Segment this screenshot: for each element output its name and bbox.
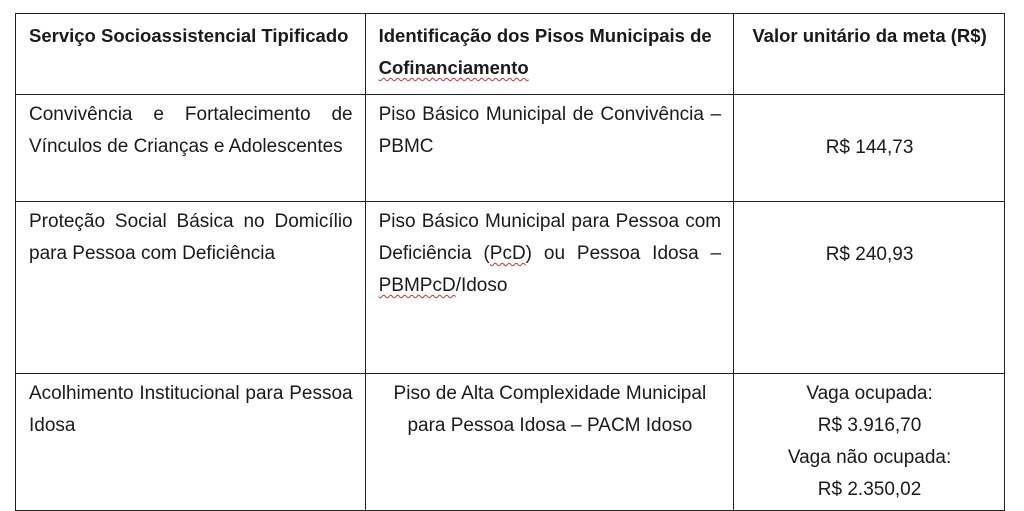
value-unoccupied-amount: R$ 2.350,02	[817, 479, 922, 500]
header-service	[16, 14, 366, 95]
cell-piso	[365, 374, 734, 511]
table-row	[16, 95, 1005, 202]
cell-value	[734, 202, 1005, 374]
cell-piso	[365, 202, 734, 374]
value-unoccupied-label: Vaga não ocupada:	[787, 447, 952, 468]
table-row	[16, 202, 1005, 374]
service-text: Convivência e Fortalecimento de Vínculos de Crianças e Adolescentes	[29, 104, 353, 157]
piso-text-a: Piso Básico Municipal para Pessoa com Deficiência (	[378, 211, 722, 264]
cell-service	[16, 374, 366, 511]
table-row	[16, 374, 1005, 511]
header-service-label: Serviço Socioassistencial Tipificado	[29, 25, 349, 46]
table-header-row	[16, 14, 1005, 95]
cell-value	[734, 374, 1005, 511]
piso-flagged-word: PBMPcD	[378, 275, 456, 296]
service-text: Acolhimento Institucional para Pessoa Idosa	[29, 383, 353, 436]
service-text: Proteção Social Básica no Domicílio para Pessoa com Deficiência	[29, 211, 353, 264]
cell-value	[734, 95, 1005, 202]
value-occupied-label: Vaga ocupada:	[806, 383, 933, 404]
piso-text-c: /Idoso	[455, 275, 508, 296]
cell-service	[16, 202, 366, 374]
piso-flagged-word: PcD	[489, 243, 526, 264]
cell-piso	[365, 95, 734, 202]
value-text: R$ 240,93	[825, 244, 914, 265]
cell-service	[16, 95, 366, 202]
header-value	[734, 14, 1005, 95]
value-text: R$ 144,73	[825, 137, 914, 158]
piso-text: Piso de Alta Complexidade Municipal para Pessoa Idosa – PACM Idoso	[393, 383, 707, 436]
header-value-label: Valor unitário da meta (R$)	[752, 25, 987, 46]
piso-text-b: ) ou Pessoa Idosa –	[525, 243, 722, 264]
header-piso-flagged-word: Cofinanciamento	[378, 57, 529, 78]
value-occupied-amount: R$ 3.916,70	[817, 415, 922, 436]
header-piso-label: Identificação dos Pisos Municipais de	[378, 25, 712, 46]
piso-text: Piso Básico Municipal de Convivência – PBMC	[378, 104, 722, 157]
header-piso	[365, 14, 734, 95]
pisos-table	[15, 13, 1005, 511]
